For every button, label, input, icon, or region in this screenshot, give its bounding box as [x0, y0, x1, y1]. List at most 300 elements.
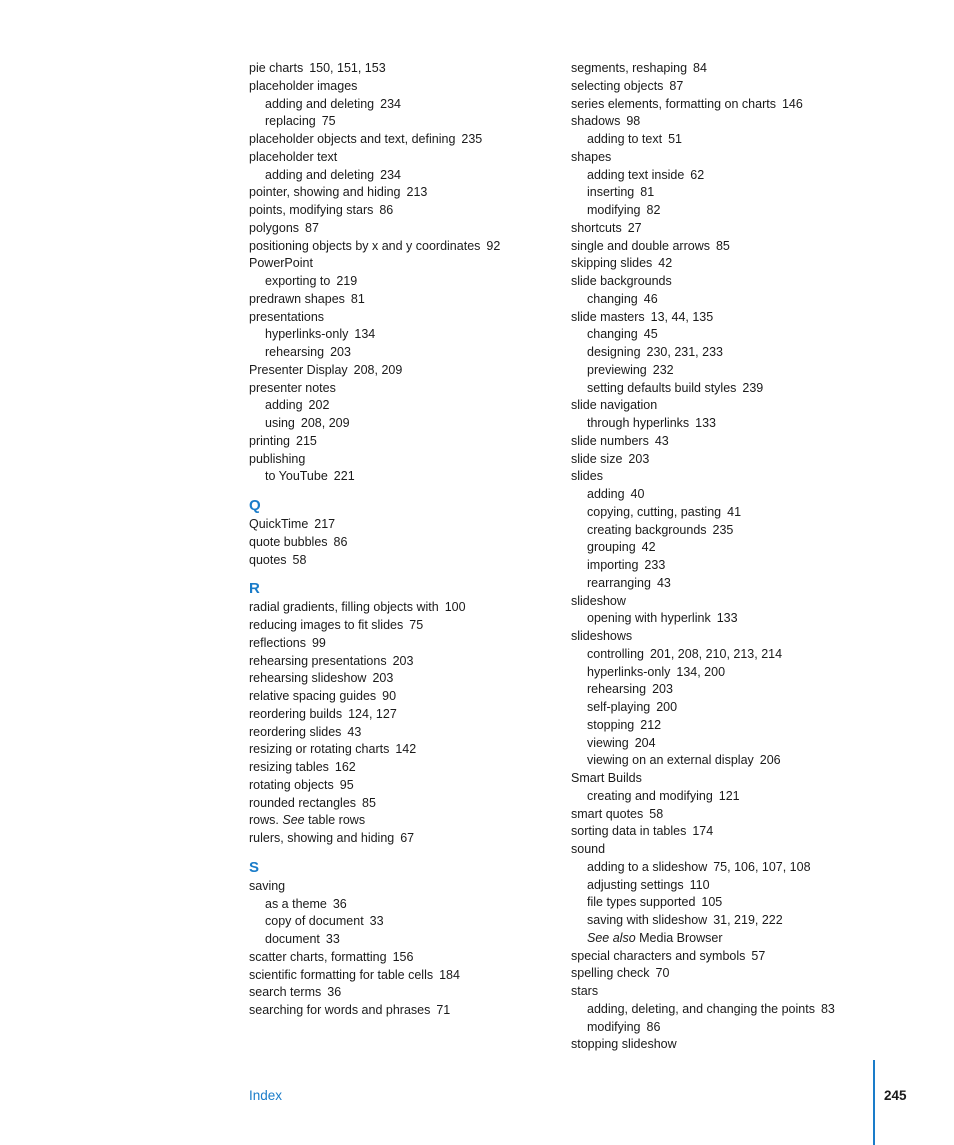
index-subentry	[571, 699, 911, 717]
entry-term: reordering builds	[249, 706, 343, 721]
entry-page-numbers: 33	[369, 914, 384, 929]
entry-page-numbers: 235	[461, 132, 483, 146]
entry-page-numbers: 27	[627, 220, 642, 235]
index-entry	[249, 688, 549, 706]
entry-page-numbers: 202	[308, 398, 330, 413]
entry-page-numbers: 230, 231, 233	[646, 345, 723, 359]
index-subentry	[249, 273, 549, 291]
index-subentry	[571, 167, 911, 185]
entry-page-numbers: 43	[654, 433, 669, 448]
index-subentry	[571, 681, 911, 699]
entry-page-numbers: 85	[362, 795, 376, 810]
entry-term: resizing tables	[249, 760, 329, 774]
entry-term: viewing on an external display	[587, 753, 754, 768]
entry-page-numbers: 105	[701, 895, 723, 910]
entry-term: rotating objects	[249, 777, 334, 792]
entry-term: setting defaults build styles	[587, 380, 737, 395]
entry-term: modifying	[587, 203, 641, 217]
index-entry	[249, 202, 549, 220]
index-entry	[571, 628, 911, 646]
entry-page-numbers: 58	[292, 552, 307, 567]
entry-page-numbers: 219	[336, 274, 358, 288]
entry-term: hyperlinks-only	[265, 327, 349, 342]
index-subentry	[571, 202, 911, 220]
index-subentry	[249, 326, 549, 344]
entry-term: QuickTime	[249, 517, 309, 531]
footer-rule	[873, 1060, 875, 1145]
entry-term: segments, reshaping	[571, 61, 688, 75]
index-entry	[249, 184, 549, 202]
entry-page-numbers: 83	[820, 1001, 835, 1016]
entry-page-numbers: 86	[646, 1019, 661, 1034]
entry-page-numbers: 232	[652, 362, 674, 377]
entry-page-numbers: 36	[332, 896, 347, 911]
entry-term: saving with slideshow	[587, 913, 708, 927]
index-entry	[249, 741, 549, 759]
entry-page-numbers: 234	[380, 167, 401, 182]
entry-term: polygons	[249, 220, 300, 235]
entry-page-numbers: 81	[350, 291, 365, 306]
index-subentry	[571, 131, 911, 149]
entry-page-numbers: 213	[406, 185, 428, 200]
entry-page-numbers: 75, 106, 107, 108	[713, 859, 811, 874]
index-entry	[249, 830, 549, 848]
entry-page-numbers: 156	[392, 949, 414, 964]
index-subentry	[571, 646, 911, 664]
entry-term: scatter charts, formatting	[249, 949, 387, 964]
index-entry	[571, 451, 911, 469]
entry-page-numbers: 62	[690, 167, 705, 182]
entry-term: adding	[265, 398, 303, 413]
index-entry	[571, 841, 911, 859]
entry-term: copying, cutting, pasting	[587, 504, 722, 519]
entry-page-numbers: 70	[655, 966, 670, 981]
entry-term: points, modifying stars	[249, 203, 374, 217]
entry-term: spelling check	[571, 966, 650, 981]
entry-page-numbers: 41	[727, 504, 742, 519]
index-entry	[249, 949, 549, 967]
entry-term: slideshow	[571, 593, 626, 608]
entry-term: inserting	[587, 185, 635, 200]
index-subentry	[249, 896, 549, 914]
entry-page-numbers: 212	[640, 717, 662, 732]
see-target: table rows	[308, 813, 366, 828]
entry-term: designing	[587, 345, 641, 359]
entry-page-numbers: 67	[400, 831, 415, 845]
index-entry	[249, 635, 549, 653]
index-subentry	[249, 931, 549, 949]
section-letter: Q	[249, 497, 261, 514]
entry-term: adding text inside	[587, 167, 685, 182]
entry-page-numbers: 208, 209	[300, 416, 350, 430]
entry-term: sound	[571, 842, 606, 856]
entry-term: smart quotes	[571, 806, 644, 821]
entry-term: slide backgrounds	[571, 274, 672, 288]
entry-term: rehearsing	[265, 345, 325, 359]
entry-page-numbers: 133	[716, 611, 738, 626]
index-subentry	[571, 859, 911, 877]
index-entry	[249, 724, 549, 742]
entry-page-numbers: 57	[751, 948, 766, 963]
entry-term: pointer, showing and hiding	[249, 185, 401, 200]
entry-term: Presenter Display	[249, 362, 348, 377]
index-entry	[249, 599, 549, 617]
index-entry	[571, 397, 911, 415]
index-subentry	[571, 362, 911, 380]
index-entry	[249, 759, 549, 777]
entry-term: placeholder text	[249, 149, 338, 164]
entry-page-numbers: 85	[715, 238, 730, 253]
entry-page-numbers: 99	[311, 635, 326, 650]
entry-term: slides	[571, 469, 603, 484]
index-entry	[249, 60, 549, 78]
entry-term: skipping slides	[571, 256, 653, 271]
entry-term: series elements, formatting on charts	[571, 96, 776, 111]
entry-page-numbers: 90	[382, 689, 397, 703]
entry-page-numbers: 110	[689, 877, 710, 892]
entry-page-numbers: 31, 219, 222	[713, 913, 783, 927]
entry-term: slide numbers	[571, 433, 649, 448]
entry-term: adjusting settings	[587, 877, 684, 892]
index-subentry	[571, 184, 911, 202]
entry-term: self-playing	[587, 700, 651, 714]
entry-term: rehearsing	[587, 682, 647, 697]
entry-term: slide navigation	[571, 398, 658, 413]
entry-term: stars	[571, 984, 599, 998]
entry-term: search terms	[249, 985, 322, 1000]
entry-page-numbers: 58	[649, 806, 664, 821]
section-letter: S	[249, 858, 260, 876]
entry-term: exporting to	[265, 274, 331, 288]
entry-page-numbers: 203	[628, 451, 650, 466]
index-entry	[249, 617, 549, 635]
index-subentry	[571, 894, 911, 912]
entry-page-numbers: 86	[333, 534, 348, 549]
entry-term: Smart Builds	[571, 771, 642, 785]
entry-term: using	[265, 416, 295, 430]
index-subentry	[571, 575, 911, 593]
index-entry	[249, 238, 549, 256]
entry-term: rehearsing slideshow	[249, 671, 367, 686]
entry-term: positioning objects by x and y coordinates	[249, 238, 481, 253]
index-entry	[249, 291, 549, 309]
entry-page-numbers: 124, 127	[348, 706, 397, 721]
index-subentry	[571, 291, 911, 309]
entry-page-numbers: 45	[643, 327, 658, 342]
entry-term: rows.	[249, 813, 279, 828]
index-subentry	[571, 539, 911, 557]
entry-term: quotes	[249, 552, 287, 567]
index-entry	[571, 273, 911, 291]
index-cross-reference	[571, 930, 911, 948]
entry-term: changing	[587, 291, 638, 306]
entry-term: PowerPoint	[249, 256, 313, 271]
index-entry	[571, 149, 911, 167]
index-entry	[249, 706, 549, 724]
entry-term: scientific formatting for table cells	[249, 967, 434, 982]
entry-page-numbers: 86	[379, 203, 394, 217]
entry-term: replacing	[265, 114, 316, 129]
entry-page-numbers: 84	[693, 61, 707, 75]
index-subentry	[571, 522, 911, 540]
entry-page-numbers: 133	[695, 416, 717, 430]
entry-term: searching for words and phrases	[249, 1003, 431, 1017]
entry-term: importing	[587, 558, 639, 572]
entry-page-numbers: 184	[439, 967, 460, 982]
entry-term: placeholder images	[249, 78, 358, 93]
index-entry	[249, 967, 549, 985]
entry-term: file types supported	[587, 895, 696, 910]
entry-page-numbers: 221	[333, 469, 355, 484]
entry-term: special characters and symbols	[571, 948, 746, 963]
entry-page-numbers: 146	[781, 96, 803, 111]
entry-term: document	[265, 932, 320, 946]
entry-page-numbers: 46	[643, 291, 658, 306]
entry-page-numbers: 203	[392, 653, 414, 668]
entry-page-numbers: 215	[296, 433, 317, 448]
index-subentry	[571, 752, 911, 770]
index-entry	[571, 770, 911, 788]
index-entry	[249, 670, 549, 688]
index-subentry	[571, 877, 911, 895]
index-entry	[249, 362, 549, 380]
entry-term: viewing	[587, 735, 629, 750]
entry-term: slide size	[571, 451, 623, 466]
index-column-right	[571, 60, 911, 1054]
index-subentry	[249, 913, 549, 931]
index-subentry	[571, 1001, 911, 1019]
entry-term: single and double arrows	[571, 238, 710, 253]
entry-page-numbers: 174	[692, 824, 714, 839]
entry-page-numbers: 43	[347, 724, 362, 739]
page-number: 245	[884, 1088, 907, 1103]
entry-page-numbers: 203	[330, 345, 351, 359]
entry-term: adding and deleting	[265, 167, 375, 182]
index-entry	[249, 777, 549, 795]
entry-term: sorting data in tables	[571, 824, 687, 839]
entry-page-numbers: 42	[658, 256, 673, 271]
index-entry	[571, 1036, 911, 1054]
entry-term: shapes	[571, 149, 612, 164]
entry-term: adding, deleting, and changing the points	[587, 1001, 815, 1016]
index-subentry	[571, 326, 911, 344]
entry-term: as a theme	[265, 896, 327, 911]
entry-term: copy of document	[265, 914, 364, 929]
index-entry	[571, 255, 911, 273]
index-entry	[249, 149, 549, 167]
entry-page-numbers: 82	[646, 203, 661, 217]
entry-term: reordering slides	[249, 724, 342, 739]
index-subentry	[571, 1019, 911, 1037]
entry-term: presentations	[249, 309, 325, 324]
index-entry	[571, 238, 911, 256]
entry-term: to YouTube	[265, 469, 328, 484]
index-entry	[249, 433, 549, 451]
entry-term: stopping	[587, 717, 635, 732]
entry-term: selecting objects	[571, 78, 664, 93]
index-cross-reference	[249, 812, 549, 830]
index-entry	[571, 96, 911, 114]
section-letter: R	[249, 580, 260, 598]
entry-term: predrawn shapes	[249, 291, 345, 306]
entry-page-numbers: 100	[444, 600, 466, 615]
entry-term: grouping	[587, 540, 636, 555]
index-subentry	[249, 468, 549, 486]
index-entry	[249, 380, 549, 398]
index-entry	[249, 131, 549, 149]
entry-page-numbers: 203	[372, 671, 394, 686]
index-entry	[249, 795, 549, 813]
entry-term: adding to a slideshow	[587, 859, 708, 874]
index-entry	[571, 948, 911, 966]
entry-term: creating backgrounds	[587, 522, 707, 537]
index-subentry	[571, 486, 911, 504]
entry-term: slide masters	[571, 309, 645, 324]
index-subentry	[249, 415, 549, 433]
entry-term: rehearsing presentations	[249, 653, 387, 668]
entry-page-numbers: 43	[656, 575, 671, 590]
entry-page-numbers: 98	[626, 114, 641, 129]
entry-term: controlling	[587, 646, 644, 661]
index-entry	[249, 516, 549, 534]
entry-term: reducing images to fit slides	[249, 618, 404, 632]
entry-term: rulers, showing and hiding	[249, 831, 395, 845]
index-entry	[249, 552, 549, 570]
entry-term: shadows	[571, 114, 621, 129]
entry-page-numbers: 71	[436, 1003, 451, 1017]
entry-term: radial gradients, filling objects with	[249, 600, 439, 615]
entry-term: quote bubbles	[249, 534, 328, 549]
entry-page-numbers: 81	[640, 185, 655, 200]
index-entry	[249, 534, 549, 552]
entry-term: reflections	[249, 635, 306, 650]
see-label: See also	[587, 930, 636, 945]
entry-term: creating and modifying	[587, 788, 713, 803]
index-subentry	[571, 504, 911, 522]
entry-term: pie charts	[249, 61, 304, 75]
index-subentry	[249, 113, 549, 131]
entry-term: placeholder objects and text, defining	[249, 132, 456, 146]
entry-page-numbers: 235	[712, 522, 734, 537]
entry-term: presenter notes	[249, 380, 336, 395]
see-label: See	[282, 813, 305, 828]
entry-page-numbers: 75	[409, 618, 424, 632]
index-entry	[249, 78, 549, 96]
index-entry	[571, 220, 911, 238]
entry-page-numbers: 206	[759, 753, 781, 768]
index-entry	[249, 878, 549, 896]
entry-page-numbers: 92	[486, 238, 501, 253]
entry-page-numbers: 134	[354, 327, 376, 342]
index-entry	[249, 984, 549, 1002]
entry-page-numbers: 87	[305, 220, 319, 235]
entry-term: printing	[249, 433, 290, 448]
entry-page-numbers: 162	[334, 760, 356, 774]
index-entry	[571, 113, 911, 131]
index-entry	[571, 309, 911, 327]
index-subentry	[571, 735, 911, 753]
index-entry	[571, 983, 911, 1001]
entry-page-numbers: 142	[395, 742, 417, 757]
see-target: Media Browser	[639, 930, 723, 945]
index-entry	[249, 309, 549, 327]
index-entry	[571, 823, 911, 841]
entry-term: saving	[249, 878, 286, 893]
entry-term: changing	[587, 327, 638, 342]
entry-page-numbers: 204	[634, 735, 656, 750]
entry-term: slideshows	[571, 629, 633, 643]
index-subentry	[249, 167, 549, 185]
entry-term: publishing	[249, 451, 306, 466]
index-subentry	[249, 397, 549, 415]
entry-page-numbers: 13, 44, 135	[650, 309, 714, 324]
index-subentry	[571, 664, 911, 682]
entry-page-numbers: 233	[644, 558, 666, 572]
index-subentry	[571, 610, 911, 628]
entry-page-numbers: 40	[630, 487, 645, 501]
index-column-left	[249, 60, 549, 1020]
entry-term: hyperlinks-only	[587, 664, 671, 679]
entry-term: rounded rectangles	[249, 795, 357, 810]
entry-page-numbers: 201, 208, 210, 213, 214	[649, 646, 783, 661]
entry-term: relative spacing guides	[249, 689, 377, 703]
index-entry	[571, 806, 911, 824]
entry-term: resizing or rotating charts	[249, 742, 390, 757]
entry-page-numbers: 239	[742, 380, 764, 395]
index-subentry	[571, 380, 911, 398]
entry-term: shortcuts	[571, 220, 622, 235]
index-subentry	[249, 344, 549, 362]
entry-term: adding to text	[587, 132, 663, 146]
entry-page-numbers: 134, 200	[676, 664, 726, 679]
entry-term: stopping slideshow	[571, 1037, 677, 1052]
index-subentry	[571, 788, 911, 806]
index-entry	[249, 220, 549, 238]
index-entry	[571, 965, 911, 983]
index-entry	[249, 1002, 549, 1020]
index-subentry	[571, 912, 911, 930]
entry-page-numbers: 42	[641, 540, 656, 555]
entry-page-numbers: 51	[668, 132, 682, 146]
entry-term: through hyperlinks	[587, 416, 690, 430]
entry-term: rearranging	[587, 575, 651, 590]
entry-page-numbers: 95	[339, 777, 354, 792]
index-subentry	[571, 717, 911, 735]
index-entry	[249, 451, 549, 469]
entry-page-numbers: 217	[314, 517, 336, 531]
index-entry	[571, 60, 911, 78]
entry-term: modifying	[587, 1019, 641, 1034]
entry-page-numbers: 203	[652, 682, 673, 697]
entry-term: previewing	[587, 362, 647, 377]
footer-section-label: Index	[249, 1088, 283, 1103]
index-entry	[249, 653, 549, 671]
index-entry	[571, 78, 911, 96]
entry-term: adding and deleting	[265, 96, 375, 111]
index-entry	[571, 433, 911, 451]
entry-page-numbers: 33	[325, 932, 340, 946]
entry-term: opening with hyperlink	[587, 611, 711, 626]
entry-page-numbers: 121	[718, 788, 740, 803]
index-subentry	[571, 344, 911, 362]
index-subentry	[571, 415, 911, 433]
entry-page-numbers: 234	[380, 96, 401, 111]
entry-page-numbers: 75	[321, 114, 336, 129]
index-subentry	[571, 557, 911, 575]
index-subentry	[249, 96, 549, 114]
entry-page-numbers: 87	[669, 78, 684, 93]
entry-page-numbers: 208, 209	[353, 362, 403, 377]
